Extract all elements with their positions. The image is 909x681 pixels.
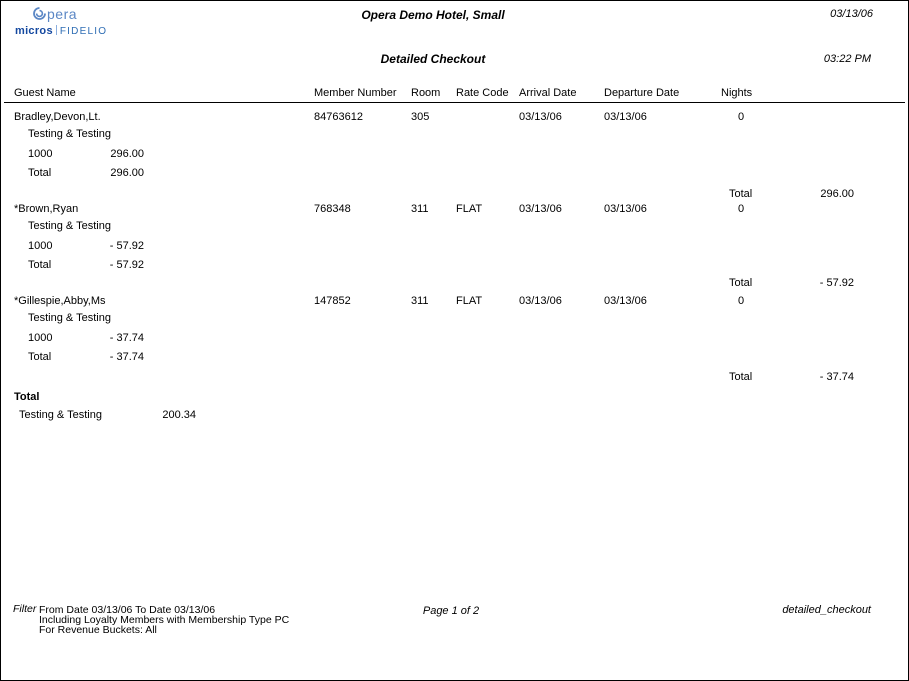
logo-divider <box>56 25 57 35</box>
bucket-amount: 296.00 <box>110 148 144 160</box>
bucket-code: 1000 <box>28 332 53 344</box>
room-number: 305 <box>411 111 430 123</box>
nights-value: 0 <box>738 295 745 307</box>
filter-line-3: For Revenue Buckets: All <box>39 624 157 636</box>
report-filename: detailed_checkout <box>782 604 871 616</box>
fidelio-text: FIDELIO <box>59 26 108 37</box>
nights-value: 0 <box>738 203 745 215</box>
guest-total-label: Total <box>729 371 753 383</box>
bucket-total-amount: - 57.92 <box>109 259 144 271</box>
arrival-date: 03/13/06 <box>519 295 562 307</box>
bucket-total-label: Total <box>28 259 52 271</box>
micros-fidelio-wordmark <box>15 24 107 38</box>
departure-date: 03/13/06 <box>604 203 647 215</box>
header-rule <box>4 102 905 103</box>
opera-wordmark: pera <box>47 6 78 22</box>
filter-line-1: From Date 03/13/06 To Date 03/13/06 <box>39 604 216 616</box>
member-number: 147852 <box>314 295 351 307</box>
bucket-code: 1000 <box>28 148 53 160</box>
hotel-name: Opera Demo Hotel, Small <box>361 8 505 22</box>
col-header-guest-name: Guest Name <box>14 87 76 99</box>
guest-total-label: Total <box>729 277 753 289</box>
guest-name: *Brown,Ryan <box>14 203 79 215</box>
room-number: 311 <box>411 203 429 215</box>
guest-total-label: Total <box>729 188 753 200</box>
bucket-total-amount: 296.00 <box>110 167 144 179</box>
bucket-total-label: Total <box>28 351 52 363</box>
member-number: 84763612 <box>314 111 363 123</box>
guest-total-amount: - 57.92 <box>819 277 854 289</box>
filter-line-2: Including Loyalty Members with Membership Type PC <box>39 614 290 626</box>
bucket-amount: - 37.74 <box>109 332 144 344</box>
col-header-room: Room <box>411 87 441 99</box>
bucket-amount: - 57.92 <box>109 240 144 252</box>
departure-date: 03/13/06 <box>604 111 647 123</box>
guest-total-amount: - 37.74 <box>819 371 854 383</box>
grand-total-amount: 200.34 <box>162 409 196 421</box>
room-number: 311 <box>411 295 429 307</box>
nights-value: 0 <box>738 111 745 123</box>
revenue-bucket-group: Testing & Testing <box>28 220 111 232</box>
page-number: Page 1 of 2 <box>422 605 480 617</box>
bucket-total-amount: - 37.74 <box>109 351 144 363</box>
bucket-code: 1000 <box>28 240 53 252</box>
grand-total-label: Total <box>14 391 40 403</box>
filter-label: Filter <box>13 603 37 615</box>
grand-total-bucket-label: Testing & Testing <box>19 409 102 421</box>
report-time: 03:22 PM <box>823 53 871 65</box>
arrival-date: 03/13/06 <box>519 111 562 123</box>
col-header-arrival-date: Arrival Date <box>519 87 577 99</box>
micros-text: micros <box>15 25 53 37</box>
guest-total-amount: 296.00 <box>820 188 854 200</box>
guest-name: Bradley,Devon,Lt. <box>14 111 101 123</box>
member-number: 768348 <box>314 203 351 215</box>
guest-name: *Gillespie,Abby,Ms <box>14 295 106 307</box>
departure-date: 03/13/06 <box>604 295 647 307</box>
col-header-departure-date: Departure Date <box>604 87 680 99</box>
bucket-total-label: Total <box>28 167 52 179</box>
report-date: 03/13/06 <box>830 8 873 20</box>
revenue-bucket-group: Testing & Testing <box>28 128 111 140</box>
arrival-date: 03/13/06 <box>519 203 562 215</box>
report-title: Detailed Checkout <box>380 52 486 66</box>
col-header-member-number: Member Number <box>314 87 397 99</box>
col-header-nights: Nights <box>721 87 753 99</box>
rate-code: FLAT <box>456 203 483 215</box>
col-header-rate-code: Rate Code <box>456 87 509 99</box>
revenue-bucket-group: Testing & Testing <box>28 312 111 324</box>
rate-code: FLAT <box>456 295 483 307</box>
